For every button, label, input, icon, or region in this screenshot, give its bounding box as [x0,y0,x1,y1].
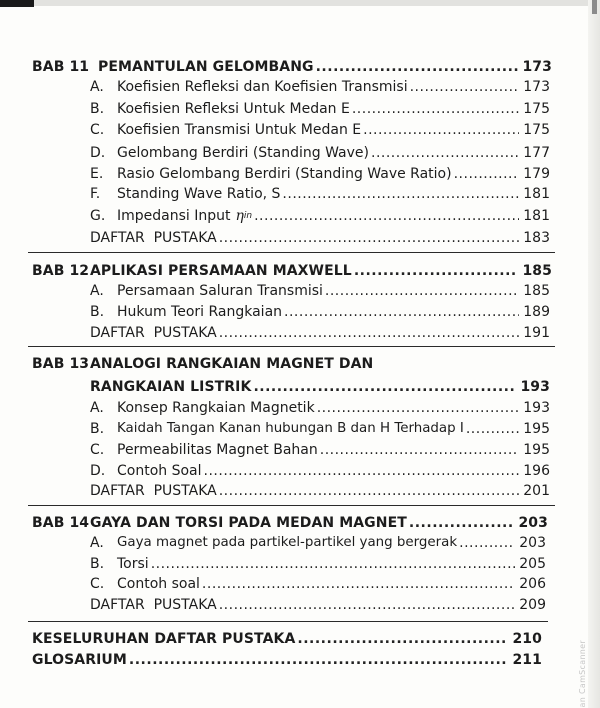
end-title: KESELURUHAN DAFTAR PUSTAKA [32,631,296,647]
page-number: 175 [523,101,550,117]
leader-dots [352,99,519,119]
item-letter: E. [90,166,104,182]
section-divider [28,621,548,622]
pustaka-title: DAFTAR PUSTAKA [90,325,217,341]
item-letter: D. [90,463,106,479]
chapter-number: BAB 12 [32,263,90,279]
item-title: Gaya magnet pada partikel-partikel yang bergerak [117,535,458,550]
edge-tick [592,0,597,14]
toc-chapter-13-line1[interactable] [32,354,552,374]
toc-item-13a[interactable] [90,398,550,418]
page-number: 210 [512,631,542,647]
chapter-number: BAB 13 [32,356,90,372]
leader-dots [282,184,519,204]
toc-item-11b[interactable] [90,99,550,119]
item-title: Impedansi Input [117,208,231,224]
pustaka-title: DAFTAR PUSTAKA [90,483,217,499]
page-number: 193 [523,400,550,416]
toc-item-14b[interactable] [90,554,546,574]
item-title: Rasio Gelombang Berdiri (Standing Wave Ratio) [117,166,452,182]
page-number: 181 [523,186,550,202]
item-letter: D. [90,145,106,161]
item-letter: F. [90,186,101,202]
item-letter: A. [90,283,104,299]
page-number: 185 [523,283,550,299]
page-number: 185 [522,263,552,279]
camscanner-watermark: an CamScanner [578,640,587,708]
page-number: 203 [518,515,548,531]
leader-dots [253,377,516,397]
leader-dots [320,440,520,460]
leader-dots [459,533,515,553]
leader-dots [254,206,519,226]
section-divider [28,252,555,253]
page-number: 183 [523,230,550,246]
page-number: 173 [523,79,550,95]
item-title: Contoh Soal [117,463,202,479]
item-letter: A. [90,535,104,551]
toc-pustaka-13[interactable] [90,481,550,501]
leader-dots [363,120,519,140]
toc-item-11a[interactable] [90,77,550,97]
leader-dots [371,143,519,163]
toc-item-11e[interactable] [90,164,550,184]
eta-subscript: in [243,211,253,221]
item-letter: C. [90,442,105,458]
item-letter: B. [90,101,105,117]
eta-symbol: η [235,208,244,224]
item-title: Persamaan Saluran Transmisi [117,283,323,299]
page-number: 195 [523,421,550,437]
toc-glosarium[interactable] [32,650,542,670]
item-title: Koefisien Refleksi dan Koefisien Transmisi [117,79,408,95]
toc-item-13c[interactable] [90,440,550,460]
chapter-title: APLIKASI PERSAMAAN MAXWELL [90,263,352,279]
leader-dots [316,57,519,77]
toc-pustaka-14[interactable] [90,595,546,615]
toc-item-14a[interactable] [90,533,546,553]
toc-item-14c[interactable] [90,574,546,594]
toc-pustaka-12[interactable] [90,323,550,343]
leader-dots [410,77,520,97]
toc-item-12b[interactable] [90,302,550,322]
page-number: 195 [523,442,550,458]
toc-chapter-11[interactable] [32,57,552,77]
toc-chapter-12[interactable] [32,261,552,281]
item-letter: B. [90,556,105,572]
toc-chapter-13-line2[interactable] [90,377,550,397]
item-letter: B. [90,421,105,437]
toc-item-11c[interactable] [90,120,550,140]
leader-dots [151,554,516,574]
page-number: 209 [519,597,546,613]
chapter-title: GAYA DAN TORSI PADA MEDAN MAGNET [90,515,407,531]
page-number: 206 [519,576,546,592]
chapter-number: BAB 14 [32,515,90,531]
leader-dots [219,228,520,248]
item-title: Hukum Teori Rangkaian [117,304,283,320]
page-number: 205 [519,556,546,572]
page-number: 211 [512,652,542,668]
item-title: Koefisien Transmisi Untuk Medan E [117,122,362,138]
end-title: GLOSARIUM [32,652,127,668]
leader-dots [202,574,515,594]
page-number: 203 [519,535,546,551]
item-letter: A. [90,400,104,416]
toc-item-11g[interactable] [90,206,550,226]
page-number: 189 [523,304,550,320]
page-number: 181 [523,208,550,224]
toc-item-11f[interactable] [90,184,550,204]
item-letter: C. [90,122,105,138]
page-number: 179 [523,166,550,182]
leader-dots [409,513,515,533]
item-letter: G. [90,208,106,224]
item-title: Kaidah Tangan Kanan hubungan B dan H Terhadap I [117,421,464,436]
scan-mark [0,0,34,7]
leader-dots [466,419,519,439]
leader-dots [219,595,516,615]
page-number: 175 [523,122,550,138]
page-number: 191 [523,325,550,341]
section-divider [28,346,555,347]
leader-dots [219,481,520,501]
toc-item-12a[interactable] [90,281,550,301]
leader-dots [354,261,519,281]
section-divider [28,505,555,506]
toc-pustaka-11[interactable] [90,228,550,248]
chapter-title: PEMANTULAN GELOMBANG [98,59,314,75]
toc-item-13b[interactable] [90,419,550,439]
item-letter: A. [90,79,104,95]
leader-dots [297,629,508,649]
item-title: Contoh soal [117,576,200,592]
leader-dots [204,461,520,481]
toc-chapter-14[interactable] [32,513,548,533]
page-number: 173 [522,59,552,75]
page-number: 193 [520,379,550,395]
pustaka-title: DAFTAR PUSTAKA [90,230,217,246]
item-title: Konsep Rangkaian Magnetik [117,400,315,416]
leader-dots [219,323,520,343]
item-title: Gelombang Berdiri (Standing Wave) [117,145,369,161]
item-title: Koefisien Refleksi Untuk Medan E [117,101,350,117]
page-top-edge [0,0,600,6]
item-title: Standing Wave Ratio, S [117,186,281,202]
toc-keseluruhan-pustaka[interactable] [32,629,542,649]
page-number: 201 [523,483,550,499]
pustaka-title: DAFTAR PUSTAKA [90,597,217,613]
chapter-number: BAB 11 [32,59,90,75]
leader-dots [454,164,520,184]
leader-dots [284,302,519,322]
page-right-edge [588,0,600,708]
leader-dots [129,650,509,670]
chapter-title: ANALOGI RANGKAIAN MAGNET DAN [90,356,374,372]
leader-dots [317,398,520,418]
leader-dots [325,281,519,301]
item-letter: C. [90,576,105,592]
item-title: Permeabilitas Magnet Bahan [117,442,318,458]
chapter-title-cont: RANGKAIAN LISTRIK [90,379,252,395]
page-number: 177 [523,145,550,161]
toc-item-13d[interactable] [90,461,550,481]
toc-item-11d[interactable] [90,143,550,163]
page-number: 196 [523,463,550,479]
item-letter: B. [90,304,105,320]
item-title: Torsi [117,556,149,572]
